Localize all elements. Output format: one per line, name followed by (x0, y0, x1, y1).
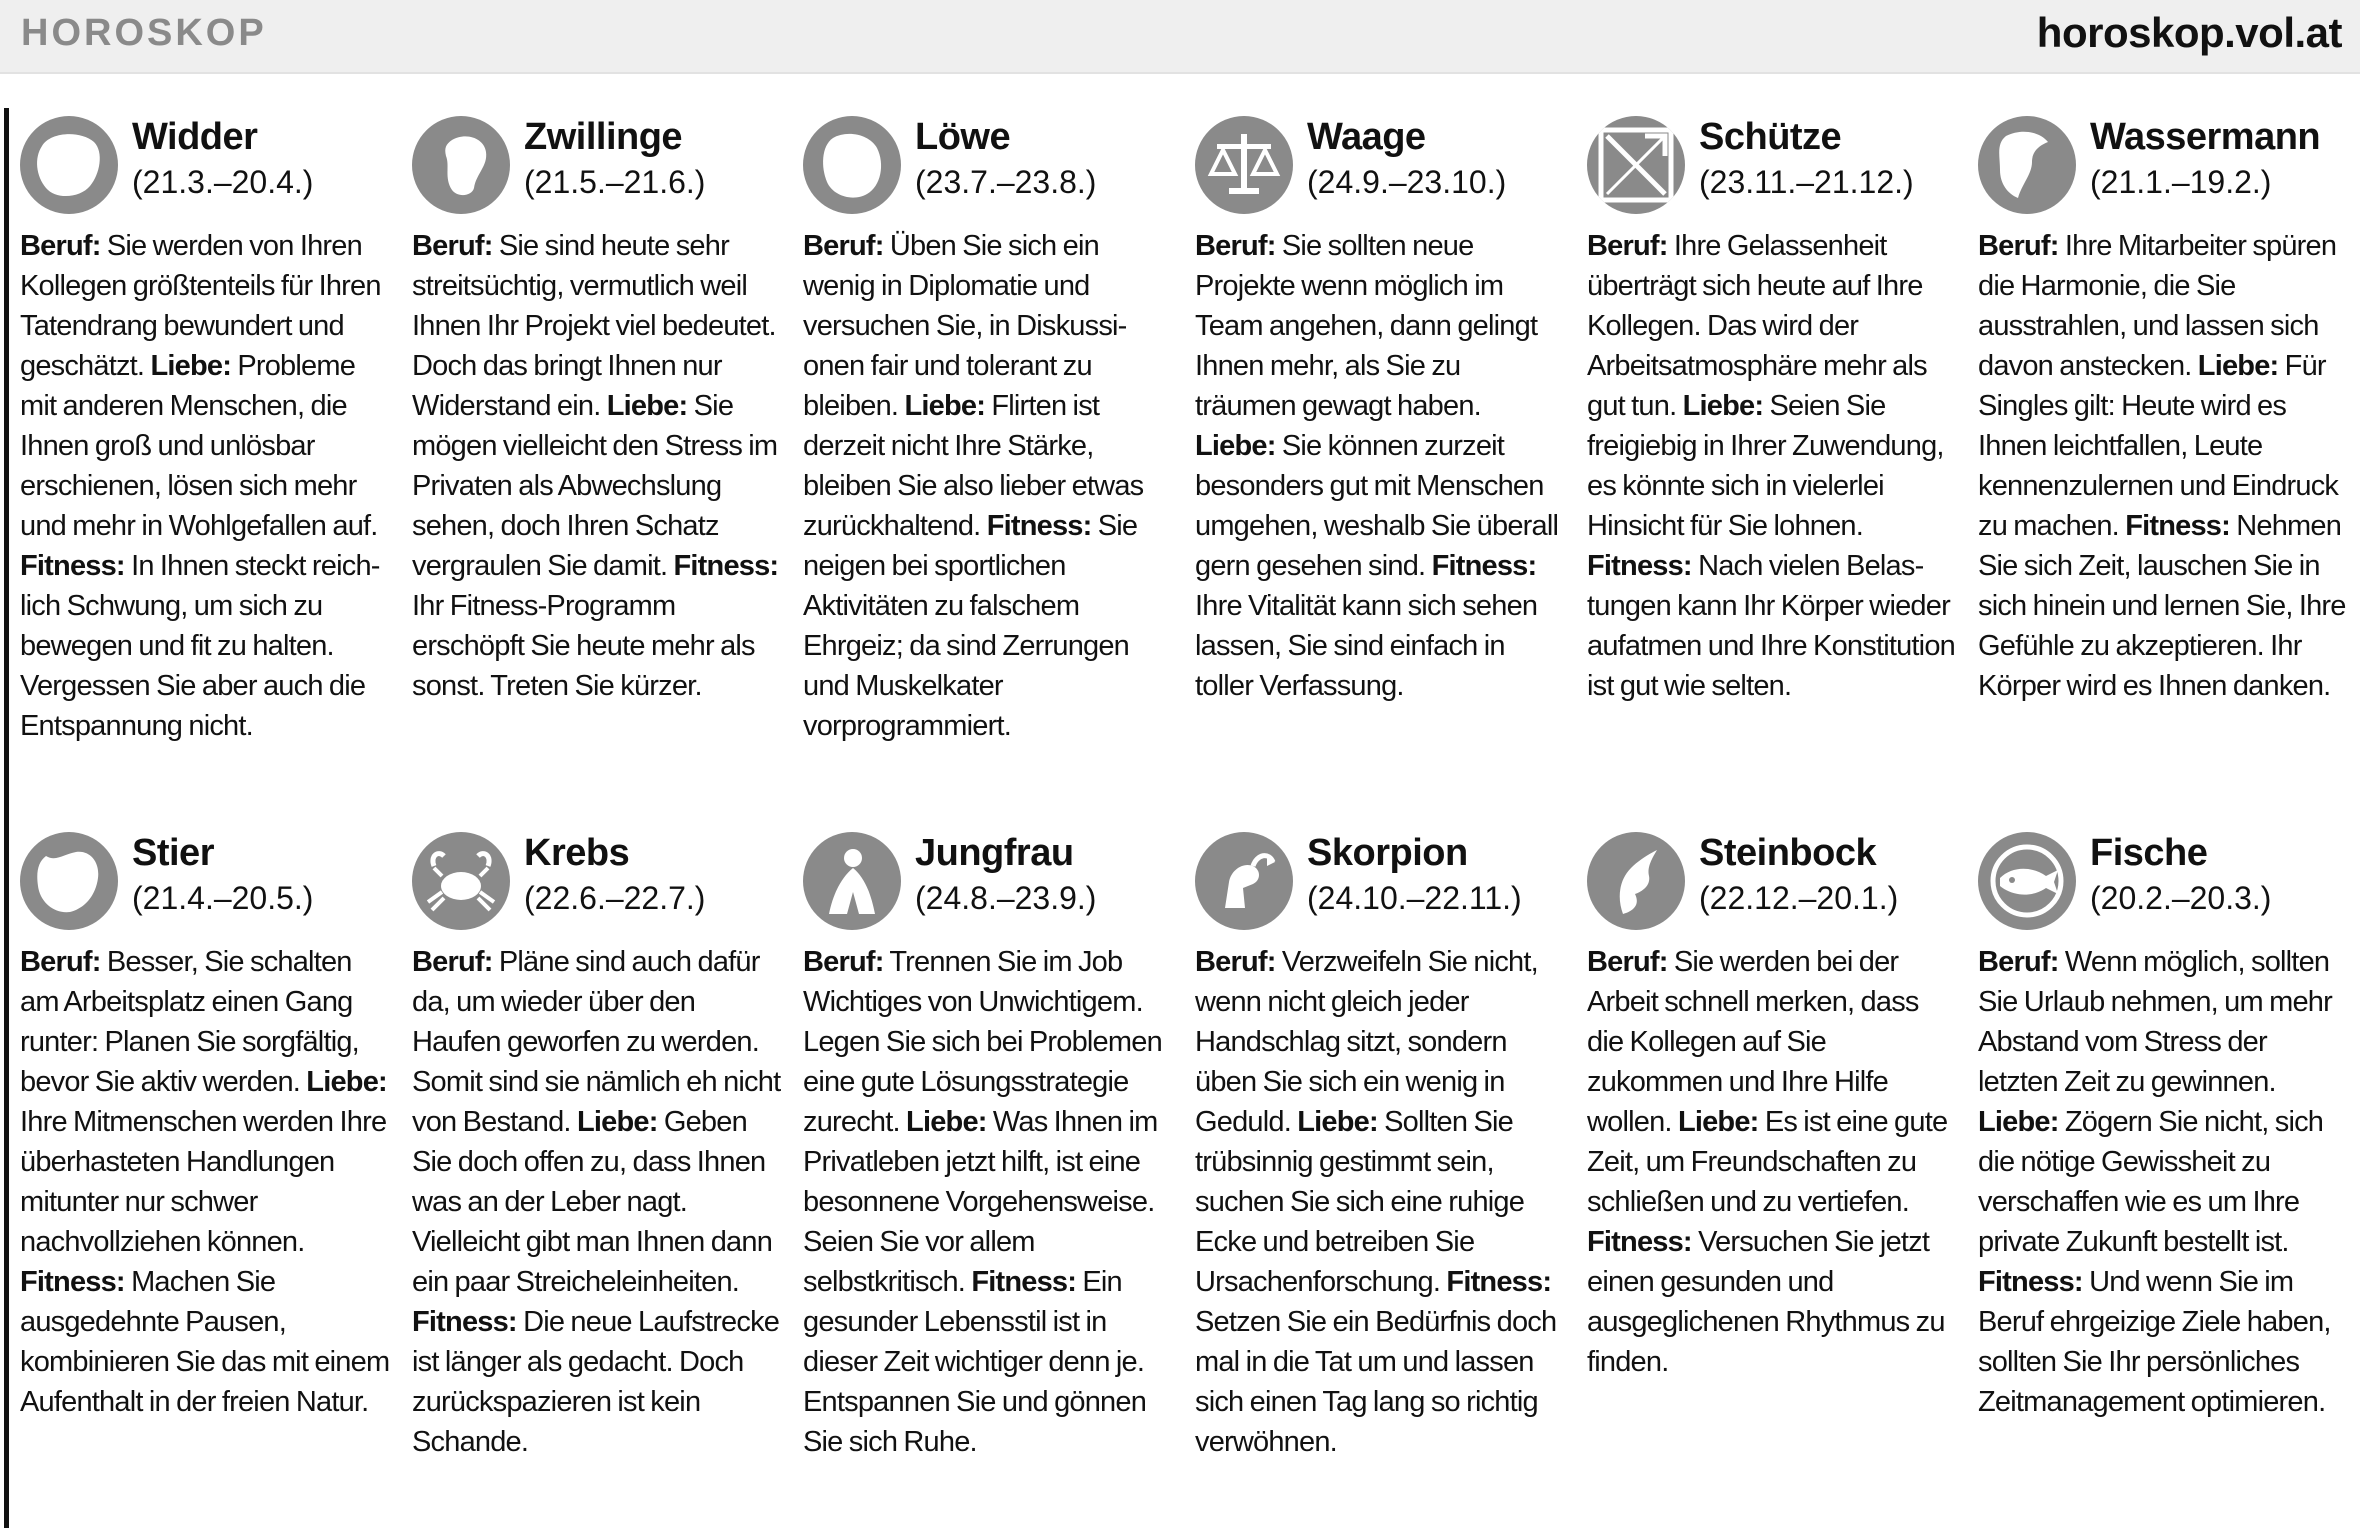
fitness-text: Setzen Sie ein Bedürfnis doch mal in die Tat um und lassen sich einen Tag lang so richtig verwöhnen. (1195, 1306, 1557, 1458)
liebe-text: Es ist eine gute Zeit, um Freundschaften zu schließen und zu vertiefen. (1587, 1106, 1948, 1218)
fitness-label: Fitness: (412, 1306, 517, 1338)
libra-icon (1195, 116, 1293, 214)
sign-name: Steinbock (1699, 832, 1877, 874)
liebe-label: Liebe: (1978, 1106, 2059, 1138)
liebe-text: Flirten ist derzeit nicht Ihre Stärke, bleiben Sie also lieber etwas zurückhaltend. (803, 390, 1144, 542)
liebe-label: Liebe: (906, 1106, 987, 1138)
beruf-text: Ihre Gelassenheit überträgt sich heute auf Ihre Kollegen. Das wird der Arbeitsatmosphäre mehr als gut tun. (1587, 230, 1927, 422)
cancer-icon (412, 832, 510, 930)
fitness-label: Fitness: (1978, 1266, 2083, 1298)
beruf-label: Beruf: (803, 230, 884, 262)
beruf-label: Beruf: (1978, 230, 2059, 262)
fitness-text: Ein gesunder Lebensstil ist in dieser Zeit wichtiger denn je. Entspannen Sie und gönnen Sie sich Ruhe. (803, 1266, 1147, 1458)
fitness-label: Fitness: (1587, 1226, 1692, 1258)
fitness-text: Nehmen Sie sich Zeit, lauschen Sie in sich hinein und lernen Sie, Ihre Gefühle zu akzeptieren. Ihr Körper wird es Ihnen danken. (1978, 510, 2346, 702)
fitness-text: Machen Sie ausgedehnte Pausen, kombinieren Sie das mit einem Aufenthalt in der freien Natur. (20, 1266, 390, 1418)
fitness-text: Ihr Fitness-Programm erschöpft Sie heute mehr als sonst. Treten Sie kürzer. (412, 590, 755, 702)
beruf-label: Beruf: (1587, 946, 1668, 978)
liebe-text: Sie mögen vielleicht den Stress im Privaten als Abwechslung sehen, doch Ihren Schatz vergraulen Sie damit. (412, 390, 778, 582)
fitness-label: Fitness: (673, 550, 779, 582)
fitness-label: Fitness: (20, 550, 125, 582)
sign-name: Waage (1307, 116, 1426, 158)
fitness-label: Fitness: (2125, 510, 2230, 542)
leo-icon (803, 116, 901, 214)
sign-name: Stier (132, 832, 214, 874)
sign-name: Skorpion (1307, 832, 1468, 874)
liebe-label: Liebe: (576, 1106, 658, 1138)
sign-steinbock (1587, 828, 1959, 1382)
sagittarius-icon (1587, 116, 1685, 214)
pisces-icon (1978, 832, 2076, 930)
section-title: HOROSKOP (21, 12, 267, 54)
sign-dates: (24.8.–23.9.) (915, 880, 1097, 916)
sign-loewe (803, 112, 1175, 746)
sign-text (803, 226, 1175, 746)
sign-text (412, 226, 784, 706)
fitness-text: Sie neigen bei sportlichen Aktivitäten zu falschem Ehrgeiz; da sind Zerrungen und Muskelkater vorprogrammiert. (803, 510, 1138, 742)
fitness-label: Fitness: (1446, 1266, 1552, 1298)
sign-text (1587, 942, 1959, 1382)
liebe-label: Liebe: (1682, 390, 1764, 422)
sign-dates: (21.3.–20.4.) (132, 164, 314, 200)
beruf-label: Beruf: (1195, 946, 1276, 978)
sign-name: Fische (2090, 832, 2208, 874)
beruf-label: Beruf: (20, 230, 101, 262)
beruf-label: Beruf: (1978, 946, 2059, 978)
sign-dates: (23.11.–21.12.) (1699, 164, 1914, 200)
beruf-text: Ihre Mitarbeiter spüren die Harmonie, die Sie ausstrahlen, und lassen sich davon anstecken. (1978, 230, 2337, 382)
sign-name: Zwillinge (524, 116, 683, 158)
fitness-label: Fitness: (986, 510, 1092, 542)
sign-wassermann (1978, 112, 2350, 706)
sign-fische (1978, 828, 2350, 1422)
fitness-text: In Ihnen steckt reichlich Schwung, um sich zu bewegen und fit zu halten. Vergessen Sie aber auch die Entspannung nicht. (20, 550, 381, 742)
fitness-label: Fitness: (971, 1266, 1077, 1298)
beruf-text: Pläne sind auch dafür da, um wieder über den Haufen geworfen zu werden. Somit sind sie nämlich eh nicht von Bestand. (412, 946, 781, 1138)
sign-text (1195, 226, 1567, 706)
sign-dates: (24.9.–23.10.) (1307, 164, 1507, 200)
liebe-text: Was Ihnen im Privatleben jetzt hilft, ist eine besonnene Vorgehensweise. Seien Sie vor allem selbstkritisch. (803, 1106, 1158, 1298)
beruf-text: Trennen Sie im Job Wichtiges von Unwichtigem. Legen Sie sich bei Problemen eine gute Lösungsstrategie zurecht. (803, 946, 1162, 1138)
sign-jungfrau (803, 828, 1175, 1462)
liebe-label: Liebe: (1297, 1106, 1378, 1138)
sign-dates: (22.12.–20.1.) (1699, 880, 1899, 916)
sign-name: Wassermann (2090, 116, 2321, 158)
liebe-label: Liebe: (306, 1066, 387, 1098)
sign-name: Löwe (915, 116, 1011, 158)
fitness-text: Und wenn Sie im Beruf ehrgeizige Ziele haben, sollten Sie Ihr persönliches Zeitmanagement optimieren. (1978, 1266, 2331, 1418)
sign-text (412, 942, 784, 1462)
sign-schuetze (1587, 112, 1959, 706)
sign-name: Widder (132, 116, 258, 158)
sign-text (1587, 226, 1959, 706)
sign-dates: (24.10.–22.11.) (1307, 880, 1522, 916)
beruf-label: Beruf: (1195, 230, 1276, 262)
aquarius-icon (1978, 116, 2076, 214)
sign-dates: (21.1.–19.2.) (2090, 164, 2272, 200)
sign-dates: (22.6.–22.7.) (524, 880, 706, 916)
sign-text (20, 942, 392, 1422)
liebe-label: Liebe: (904, 390, 986, 422)
sign-name: Schütze (1699, 116, 1842, 158)
capricorn-icon (1587, 832, 1685, 930)
beruf-text: Sie sollten neue Projekte wenn möglich im Team angehen, dann gelingt Ihnen mehr, als Sie zu träumen gewagt haben. (1195, 230, 1538, 422)
sign-skorpion (1195, 828, 1567, 1462)
gemini-icon (412, 116, 510, 214)
virgo-icon (803, 832, 901, 930)
liebe-label: Liebe: (1677, 1106, 1759, 1138)
fitness-label: Fitness: (20, 1266, 125, 1298)
sign-dates: (21.5.–21.6.) (524, 164, 706, 200)
liebe-text: Geben Sie doch offen zu, dass Ihnen was an der Leber nagt. Vielleicht gibt man Ihnen dann ein paar Streicheleinheiten. (412, 1106, 773, 1298)
sign-text (1195, 942, 1567, 1462)
liebe-label: Liebe: (2197, 350, 2279, 382)
beruf-text: Besser, Sie schalten am Arbeitsplatz einen Gang runter: Planen Sie sorgfältig, bevor Sie aktiv werden. (20, 946, 359, 1098)
sign-krebs (412, 828, 784, 1462)
beruf-label: Beruf: (412, 946, 493, 978)
taurus-icon (20, 832, 118, 930)
liebe-label: Liebe: (606, 390, 688, 422)
sign-waage (1195, 112, 1567, 706)
sign-dates: (20.2.–20.3.) (2090, 880, 2272, 916)
beruf-label: Beruf: (20, 946, 101, 978)
liebe-text: Sollten Sie trübsinnig gestimmt sein, suchen Sie sich eine ruhige Ecke und betreiben Sie Ursachenforschung. (1195, 1106, 1525, 1298)
sign-name: Jungfrau (915, 832, 1074, 874)
beruf-text: Sie werden bei der Arbeit schnell merken, dass die Kollegen auf Sie zukommen und Ihre Hilfe wollen. (1587, 946, 1919, 1138)
liebe-label: Liebe: (150, 350, 232, 382)
liebe-text: Für Singles gilt: Heute wird es Ihnen leichtfallen, Leute kennenzulernen und Eindruck zu machen. (1978, 350, 2339, 542)
liebe-text: Seien Sie freigiebig in Ihrer Zuwendung, es könnte sich in vielerlei Hinsicht für Sie lohnen. (1587, 390, 1944, 542)
sign-widder (20, 112, 392, 746)
liebe-text: Sie können zurzeit besonders gut mit Menschen umgehen, weshalb Sie überall gern gesehen sind. (1195, 430, 1559, 582)
fitness-text: Versuchen Sie jetzt einen gesunden und ausgeglichenen Rhythmus zu finden. (1587, 1226, 1945, 1378)
sign-name: Krebs (524, 832, 630, 874)
liebe-text: Ihre Mitmenschen werden Ihre überhasteten Handlungen mitunter nur schwer nachvollziehen können. (20, 1106, 387, 1258)
liebe-text: Probleme mit anderen Menschen, die Ihnen groß und unlösbar erschienen, lösen sich mehr und mehr in Wohlgefallen auf. (20, 350, 378, 542)
beruf-label: Beruf: (1587, 230, 1668, 262)
scorpio-icon (1195, 832, 1293, 930)
beruf-text: Sie werden von Ihren Kollegen größtenteils für Ihren Tatendrang bewundert und geschätzt. (20, 230, 381, 382)
site-url[interactable]: horoskop.vol.at (2036, 9, 2342, 56)
fitness-text: Die neue Laufstrecke ist länger als gedacht. Doch zurückspazieren ist kein Schande. (412, 1306, 780, 1458)
sign-dates: (23.7.–23.8.) (915, 164, 1097, 200)
beruf-text: Verzweifeln Sie nicht, wenn nicht gleich jeder Handschlag sitzt, sondern üben Sie sich ein wenig in Geduld. (1195, 946, 1538, 1138)
sign-text (803, 942, 1175, 1462)
beruf-text: Sie sind heute sehr streitsüchtig, vermutlich weil Ihnen Ihr Projekt viel bedeutet. Doch das bringt Ihnen nur Widerstand ein. (412, 230, 776, 422)
sign-stier (20, 828, 392, 1422)
sign-dates: (21.4.–20.5.) (132, 880, 314, 916)
beruf-text: Wenn möglich, sollten Sie Urlaub nehmen, um mehr Abstand vom Stress der letzten Zeit zu gewinnen. (1978, 946, 2332, 1098)
fitness-text: Ihre Vitalität kann sich sehen lassen, Sie sind einfach in toller Verfassung. (1195, 590, 1538, 702)
sign-text (1978, 942, 2350, 1422)
fitness-label: Fitness: (1431, 550, 1537, 582)
sign-zwillinge (412, 112, 784, 706)
liebe-label: Liebe: (1195, 430, 1276, 462)
aries-icon (20, 116, 118, 214)
fitness-text: Nach vielen Belastungen kann Ihr Körper wieder aufatmen und Ihre Konstitution ist gut wie selten. (1587, 550, 1955, 702)
beruf-label: Beruf: (803, 946, 884, 978)
liebe-text: Zögern Sie nicht, sich die nötige Gewissheit zu verschaffen wie es um Ihre private Zukunft bestellt ist. (1978, 1106, 2324, 1258)
sign-text (20, 226, 392, 746)
sign-text (1978, 226, 2350, 706)
beruf-label: Beruf: (412, 230, 493, 262)
fitness-label: Fitness: (1587, 550, 1692, 582)
beruf-text: Üben Sie sich ein wenig in Diplomatie und versuchen Sie, in Diskussionen fair und tolerant zu bleiben. (803, 230, 1128, 422)
